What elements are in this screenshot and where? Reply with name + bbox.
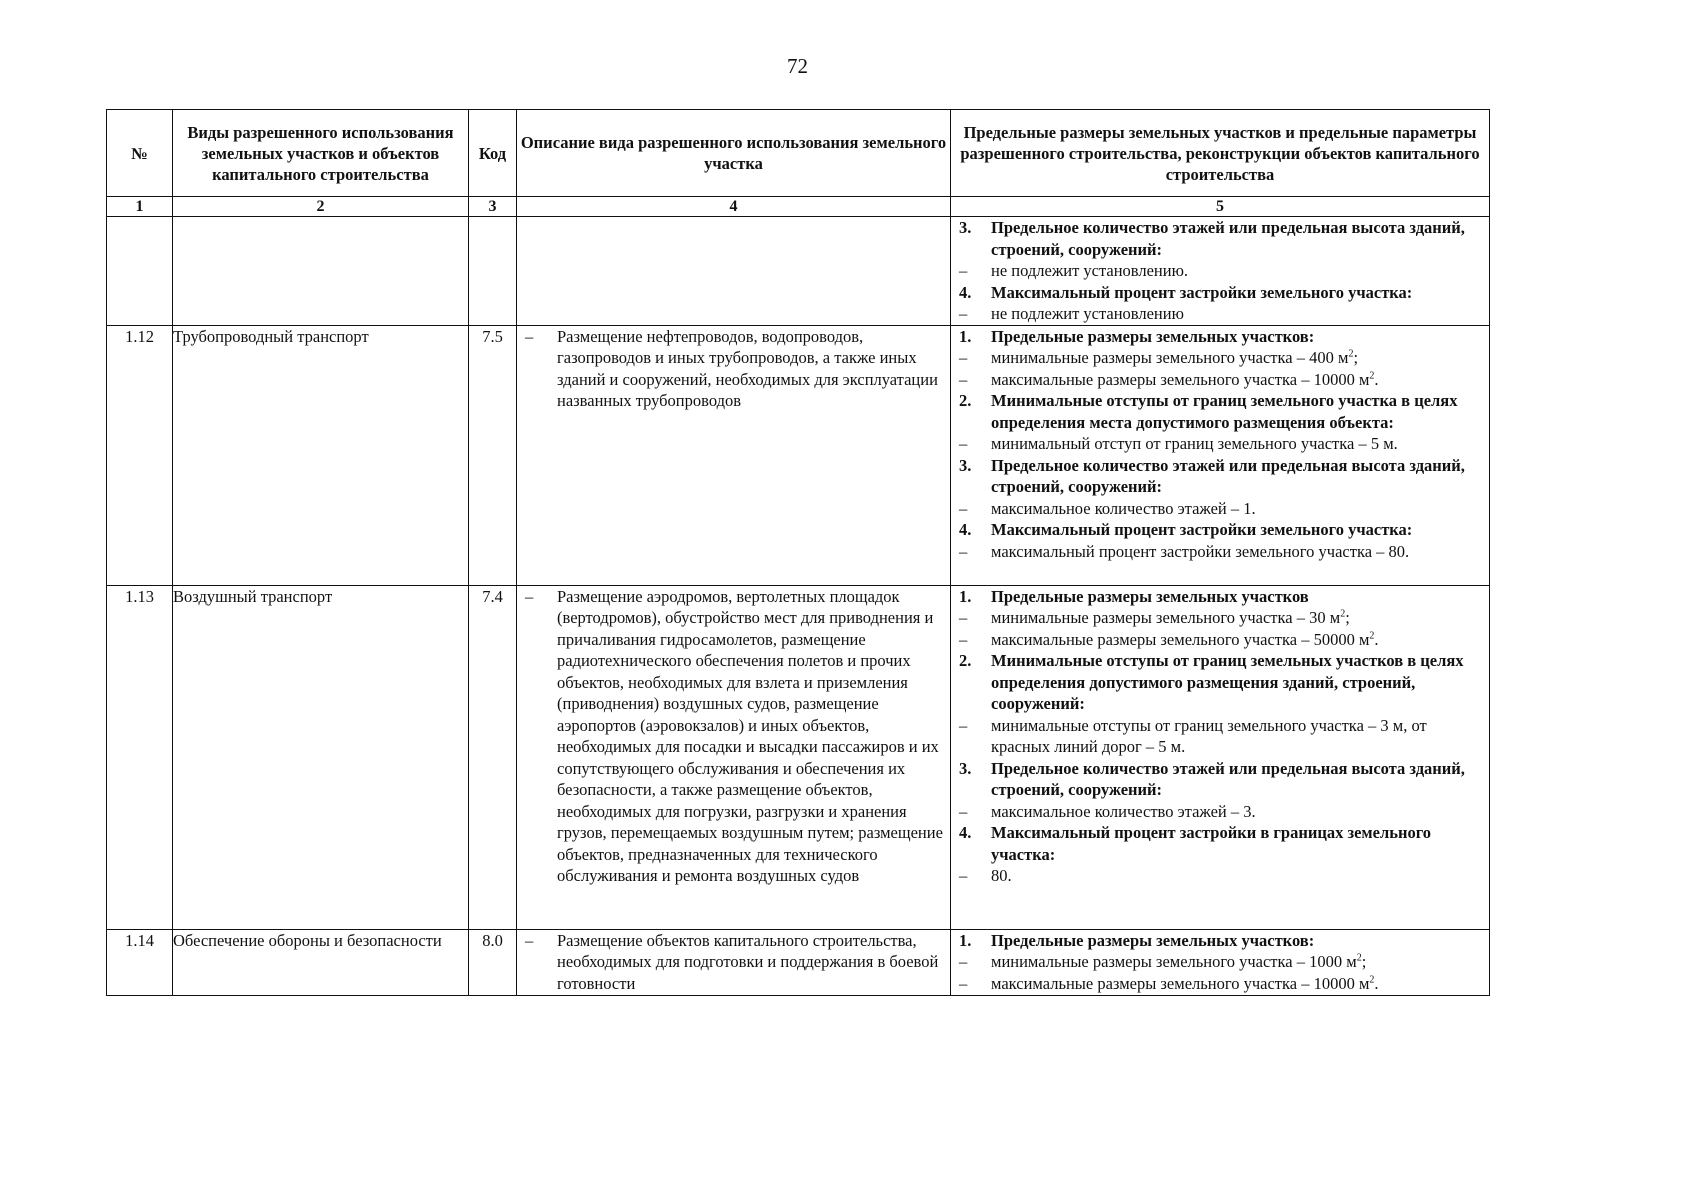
dash-marker: – [525, 326, 534, 346]
parameter-text: максимальные размеры земельного участка – 50000 $м^2$. [991, 629, 1379, 649]
use-type-name: Воздушный транспорт [173, 585, 469, 929]
column-number: 4 [517, 197, 951, 217]
dash-marker: – [959, 304, 968, 323]
parameter-text: Предельные размеры земельных участков: [991, 930, 1315, 950]
parameter-text: минимальные размеры земельного участка – 400 $м^2$; [991, 348, 1359, 367]
parameter-heading [951, 282, 1489, 304]
parameter-text: минимальные размеры земельного участка – 30 $м^2$; [991, 608, 1350, 627]
description-item [517, 586, 950, 887]
parameter-text: Максимальный процент застройки земельного участка: [991, 520, 1413, 539]
use-description [517, 585, 951, 929]
parameter-text: максимальное количество этажей – 1. [991, 498, 1256, 518]
item-number: 4. [959, 823, 972, 842]
dash-marker: – [525, 930, 534, 950]
parameter-text: максимальные размеры земельного участка – 10000 $м^2$. [991, 973, 1379, 993]
superscript: 2 [1340, 608, 1346, 620]
superscript: 2 [1348, 348, 1354, 360]
dash-marker: – [959, 801, 968, 821]
column-number-row [107, 197, 1490, 217]
parameter-text: Максимальный процент застройки земельного участка: [991, 282, 1413, 302]
superscript: 2 [1369, 370, 1375, 381]
item-number: 4. [959, 520, 972, 539]
parameter-value [951, 973, 1489, 995]
row-number [107, 217, 173, 326]
parameter-heading [951, 930, 1489, 952]
parameters-cell [951, 217, 1490, 326]
use-type-name [173, 217, 469, 326]
header-number: № [107, 110, 173, 197]
superscript: 2 [1369, 630, 1375, 641]
row-number: 1.13 [107, 585, 173, 929]
parameter-text: не подлежит установлению. [991, 261, 1189, 280]
parameter-value [951, 541, 1489, 563]
dash-marker: – [959, 348, 968, 367]
parameter-text: Предельные размеры земельных участков: [991, 326, 1315, 346]
parameter-value [951, 715, 1489, 758]
parameter-text: не подлежит установлению [991, 304, 1184, 323]
dash-marker: – [959, 261, 968, 280]
land-use-table [106, 109, 1490, 996]
table-row [107, 325, 1490, 585]
parameter-value [951, 260, 1489, 282]
parameter-heading [951, 758, 1489, 801]
table-row [107, 585, 1490, 929]
item-number: 4. [959, 282, 972, 302]
parameter-text: Предельные размеры земельных участков [991, 586, 1309, 606]
parameters-cell [951, 929, 1490, 995]
description-text: Размещение аэродромов, вертолетных площадок (вертодромов), обустройство мест для приводнения и причаливания гидросамолетов, размещение радиотехнического обеспечения полетов и прочих объектов, необходимых для взлета и приземления (приводнения) воздушных судов, размещение аэропортов (аэровокзалов) и иных объектов, необходимых для посадки и высадки пассажиров и их сопутствующего обслуживания и обеспечения их безопасности, а также размещение объектов, необходимых для погрузки, разгрузки и хранения грузов, перемещаемых воздушным путем; размещение объектов, предназначенных для технического обслуживания и ремонта воздушных судов [557, 586, 943, 885]
dash-marker: – [959, 629, 968, 649]
dash-marker: – [959, 608, 968, 627]
item-number: 3. [959, 218, 972, 237]
parameter-text: минимальный отступ от границ земельного участка – 5 м. [991, 434, 1398, 453]
parameter-value [951, 433, 1489, 455]
header-use-types: Виды разрешенного использования земельных участков и объектов капитального строительства [173, 110, 469, 197]
item-number: 1. [959, 586, 972, 606]
header-description: Описание вида разрешенного использования земельного участка [517, 110, 951, 197]
table-row [107, 217, 1490, 326]
row-number: 1.14 [107, 929, 173, 995]
parameter-heading [951, 586, 1489, 608]
dash-marker: – [959, 434, 968, 453]
parameter-heading [951, 455, 1489, 498]
parameters-cell [951, 325, 1490, 585]
description-text: Размещение нефтепроводов, водопроводов, газопроводов и иных трубопроводов, а также иных зданий и сооружений, необходимых для эксплуатации названных трубопроводов [557, 326, 938, 410]
page-number: 72 [787, 54, 808, 78]
parameter-heading [951, 217, 1489, 260]
description-item [517, 326, 950, 412]
row-number: 1.12 [107, 325, 173, 585]
parameter-text: максимальные размеры земельного участка – 10000 $м^2$. [991, 369, 1379, 389]
parameter-text: Предельное количество этажей или предельная высота зданий, строений, сооружений: [991, 758, 1465, 799]
parameter-text: Максимальный процент застройки в границах земельного участка: [991, 823, 1432, 864]
dash-marker: – [525, 586, 534, 606]
header-parameters: Предельные размеры земельных участков и предельные параметры разрешенного строительства, реконструкции объектов капитального строительства [951, 110, 1490, 197]
column-number: 2 [173, 197, 469, 217]
use-type-name: Обеспечение обороны и безопасности [173, 929, 469, 995]
parameter-text: максимальное количество этажей – 3. [991, 801, 1256, 821]
description-text: Размещение объектов капитального строительства, необходимых для подготовки и поддержания в боевой готовности [557, 930, 939, 993]
parameter-value [951, 303, 1489, 325]
parameter-value [951, 607, 1489, 629]
item-number: 2. [959, 391, 972, 410]
parameter-value [951, 865, 1489, 887]
parameter-text: Минимальные отступы от границ земельного участка в целях определения места допустимого размещения объекта: [991, 391, 1458, 432]
parameter-heading [951, 519, 1489, 541]
use-code: 7.5 [469, 325, 517, 585]
use-code: 8.0 [469, 929, 517, 995]
item-number: 1. [959, 326, 972, 346]
parameter-text: Минимальные отступы от границ земельных участков в целях определения допустимого размещения зданий, строений, сооружений: [991, 651, 1464, 713]
dash-marker: – [959, 498, 968, 518]
dash-marker: – [959, 541, 968, 561]
description-item [517, 930, 950, 995]
superscript: 2 [1369, 974, 1375, 985]
header-code: Код [469, 110, 517, 197]
parameter-heading [951, 390, 1489, 433]
parameter-value [951, 951, 1489, 973]
dash-marker: – [959, 973, 968, 993]
use-description [517, 325, 951, 585]
item-number: 1. [959, 930, 972, 950]
parameter-heading [951, 650, 1489, 715]
parameter-value [951, 347, 1489, 369]
use-description [517, 217, 951, 326]
table-header-row [107, 110, 1490, 197]
parameter-text: 80. [991, 866, 1012, 885]
superscript: 2 [1356, 952, 1362, 964]
table-row [107, 929, 1490, 995]
column-number: 1 [107, 197, 173, 217]
item-number: 3. [959, 758, 972, 778]
dash-marker: – [959, 866, 968, 885]
dash-marker: – [959, 715, 968, 735]
parameter-value [951, 801, 1489, 823]
use-description [517, 929, 951, 995]
parameter-value [951, 498, 1489, 520]
parameter-text: Предельное количество этажей или предельная высота зданий, строений, сооружений: [991, 455, 1465, 496]
item-number: 2. [959, 651, 972, 670]
parameter-value [951, 369, 1489, 391]
dash-marker: – [959, 369, 968, 389]
column-number: 3 [469, 197, 517, 217]
use-code: 7.4 [469, 585, 517, 929]
dash-marker: – [959, 952, 968, 971]
parameter-text: минимальные размеры земельного участка – 1000 $м^2$; [991, 952, 1367, 971]
parameter-heading [951, 822, 1489, 865]
parameter-text: Предельное количество этажей или предельная высота зданий, строений, сооружений: [991, 218, 1465, 259]
parameters-cell [951, 585, 1490, 929]
parameter-heading [951, 326, 1489, 348]
parameter-value [951, 629, 1489, 651]
use-type-name: Трубопроводный транспорт [173, 325, 469, 585]
parameter-text: минимальные отступы от границ земельного участка – 3 м, от красных линий дорог – 5 м. [991, 715, 1427, 756]
use-code [469, 217, 517, 326]
parameter-text: максимальный процент застройки земельного участка – 80. [991, 541, 1410, 561]
item-number: 3. [959, 455, 972, 475]
column-number: 5 [951, 197, 1490, 217]
